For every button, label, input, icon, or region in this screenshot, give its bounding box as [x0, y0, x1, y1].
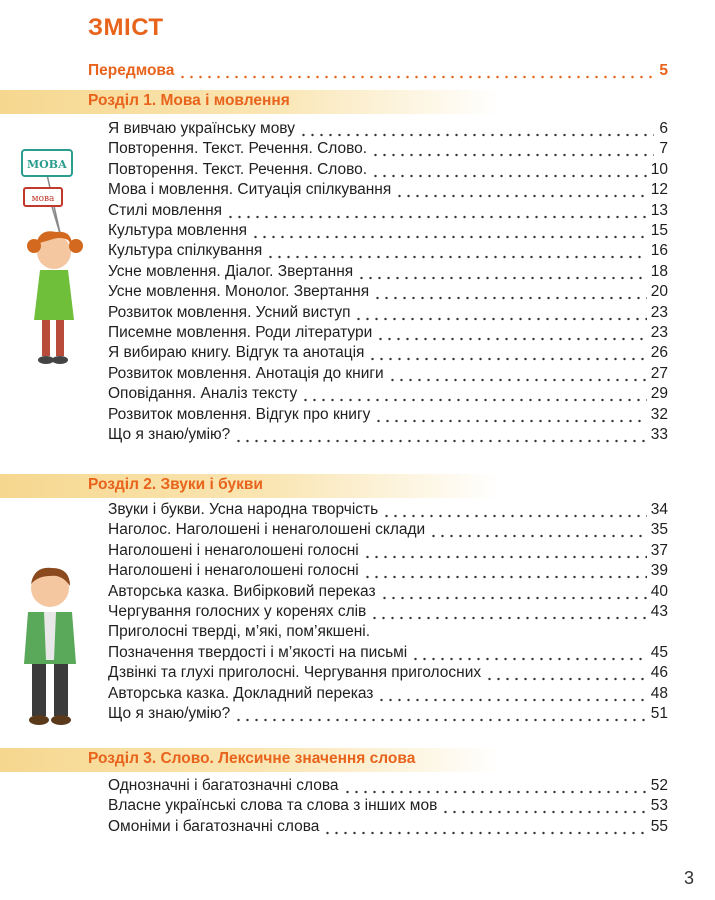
toc-entry [108, 500, 668, 520]
section-heading: Розділ 1. Мова і мовлення [88, 92, 290, 109]
toc-entry-title: Дзвінкі та глухі приголосні. Чергування приголосних [108, 664, 482, 681]
toc-entry [108, 282, 668, 302]
toc-entry-page: 55 [650, 818, 668, 835]
toc-entry-title: Оповідання. Аналіз тексту [108, 385, 298, 402]
toc-entry-title: Що я знаю/умію? [108, 426, 231, 443]
toc-entry-title: Власне українські слова та слова з інших мов [108, 797, 438, 814]
toc-entry-title: Розвиток мовлення. Усний виступ [108, 304, 351, 321]
toc-entry [108, 221, 668, 241]
toc-entry-title: Наголошені і ненаголошені голосні [108, 542, 359, 559]
toc-entry [108, 262, 668, 282]
dot-leader [251, 221, 647, 241]
toc-entry [108, 796, 668, 816]
toc-entry-title: Звуки і букви. Усна народна творчість [108, 501, 379, 518]
toc-entry [108, 582, 668, 602]
toc-entry [108, 541, 668, 561]
toc-entry-page: 7 [659, 140, 668, 157]
dot-leader [266, 241, 646, 261]
toc-entry-title: Що я знаю/умію? [108, 705, 231, 722]
toc-entry-title: Стилі мовлення [108, 202, 223, 219]
toc-entry [108, 160, 668, 180]
toc-entry-page: 39 [650, 562, 668, 579]
dot-leader [371, 160, 647, 180]
small-sign-text: мова [31, 194, 55, 204]
toc-entry-page: 6 [659, 120, 668, 137]
dot-leader [374, 405, 646, 425]
toc-entry-page: 15 [650, 222, 668, 239]
toc-entry-title: Наголос. Наголошені і ненаголошені склади [108, 521, 426, 538]
dot-leader [368, 343, 646, 363]
toc-entry-page: 40 [650, 583, 668, 600]
toc-entry-title: Я вивчаю українську мову [108, 120, 295, 137]
toc-entry-page: 53 [650, 797, 668, 814]
toc-entry-title: Повторення. Текст. Речення. Слово. [108, 161, 368, 178]
toc-entry-page: 16 [650, 242, 668, 259]
toc-entry [108, 139, 668, 159]
dot-leader [380, 582, 647, 602]
dot-leader [441, 796, 646, 816]
toc-entry [108, 684, 668, 704]
toc-entry-title: Розвиток мовлення. Відгук про книгу [108, 406, 371, 423]
dot-leader [382, 500, 647, 520]
toc-entry [108, 241, 668, 261]
toc-entry-title: Усне мовлення. Монолог. Звертання [108, 283, 370, 300]
toc-entry-page: 26 [650, 344, 668, 361]
toc-entry [108, 817, 668, 837]
dot-leader [301, 384, 647, 404]
toc-entry-title: Чергування голосних у коренях слів [108, 603, 367, 620]
section-heading-band [0, 474, 500, 498]
toc-entry [108, 602, 668, 622]
toc-entry-page: 5 [659, 62, 668, 79]
toc-entry [108, 425, 668, 445]
toc-entry-title: Омоніми і багатозначні слова [108, 818, 320, 835]
toc-entry [108, 561, 668, 581]
big-sign-text: МОВА [26, 158, 68, 171]
toc-entry-title: Наголошені і ненаголошені голосні [108, 562, 359, 579]
toc-entry [108, 704, 668, 724]
dot-leader [323, 817, 646, 837]
toc-entry-page: 34 [650, 501, 668, 518]
dot-leader [376, 323, 646, 343]
girl-with-signs-illustration [10, 140, 90, 370]
page-title: ЗМІСТ [88, 14, 164, 41]
toc-entry-page: 20 [650, 283, 668, 300]
dot-leader [178, 61, 654, 81]
toc-entry-title: Авторська казка. Вибірковий переказ [108, 583, 376, 600]
toc-entry-title: Авторська казка. Докладний переказ [108, 685, 374, 702]
dot-leader [377, 684, 646, 704]
dot-leader [363, 541, 647, 561]
toc-entry-title: Розвиток мовлення. Анотація до книги [108, 365, 384, 382]
toc-entry [108, 343, 668, 363]
section-heading-band [0, 748, 500, 772]
toc-entry-page: 52 [650, 777, 668, 794]
dot-leader [357, 262, 647, 282]
page-number: 3 [684, 868, 695, 888]
dot-leader [343, 776, 647, 796]
toc-entry [108, 384, 668, 404]
toc-entry-title: Повторення. Текст. Речення. Слово. [108, 140, 368, 157]
dot-leader [395, 180, 646, 200]
toc-entry-page: 23 [650, 324, 668, 341]
dot-leader [226, 201, 647, 221]
toc-entry-page: 29 [650, 385, 668, 402]
toc-entry [108, 201, 668, 221]
dot-leader [429, 520, 647, 540]
section-heading: Розділ 2. Звуки і букви [88, 476, 263, 493]
dot-leader [234, 704, 646, 724]
toc-entry-title: Культура мовлення [108, 222, 248, 239]
toc-entry-page: 27 [650, 365, 668, 382]
toc-entry-title: Культура спілкування [108, 242, 263, 259]
toc-entry [108, 520, 668, 540]
toc-entry-page: 43 [650, 603, 668, 620]
toc-entry-title: Передмова [88, 62, 175, 79]
toc-entry-page: 32 [650, 406, 668, 423]
toc-entry [108, 303, 668, 323]
toc-entry-page: 48 [650, 685, 668, 702]
toc-entry-page: 23 [650, 304, 668, 321]
section-heading: Розділ 3. Слово. Лексичне значення слова [88, 750, 416, 767]
toc-entry-page: 18 [650, 263, 668, 280]
toc-entry [108, 405, 668, 425]
toc-entry [108, 323, 668, 343]
toc-entry-page: 12 [650, 181, 668, 198]
dot-leader [373, 282, 647, 302]
toc-entry-title: Приголосні тверді, м’які, пом’якшені. [108, 623, 371, 640]
toc-entry-title: Я вибираю книгу. Відгук та анотація [108, 344, 365, 361]
dot-leader [388, 364, 647, 384]
boy-illustration [14, 560, 86, 730]
toc-entry-title: Писемне мовлення. Роди літератури [108, 324, 373, 341]
toc-entry [108, 364, 668, 384]
toc-entry-page: 35 [650, 521, 668, 538]
toc-entry-page: 46 [650, 664, 668, 681]
toc-entry [108, 180, 668, 200]
toc-entry [108, 663, 668, 683]
dot-leader [354, 303, 646, 323]
toc-entry-page: 13 [650, 202, 668, 219]
toc-entry-page: 51 [650, 705, 668, 722]
toc-entry-title: Позначення твердості і м’якості на письмі [108, 644, 408, 661]
toc-entry-title: Однозначні і багатозначні слова [108, 777, 339, 794]
dot-leader [485, 663, 647, 683]
toc-entry [108, 119, 668, 139]
dot-leader [363, 561, 647, 581]
dot-leader [299, 119, 654, 139]
dot-leader [411, 643, 647, 663]
toc-entry-page: 37 [650, 542, 668, 559]
toc-entry-page: 45 [650, 644, 668, 661]
dot-leader [234, 425, 646, 445]
toc-entry [108, 776, 668, 796]
toc-entry-title: Мова і мовлення. Ситуація спілкування [108, 181, 392, 198]
dot-leader [371, 139, 654, 159]
toc-entry-title: Усне мовлення. Діалог. Звертання [108, 263, 354, 280]
toc-entry [108, 622, 668, 642]
toc-entry-page: 10 [650, 161, 668, 178]
toc-entry [108, 643, 668, 663]
section-heading-band [0, 90, 500, 114]
dot-leader [370, 602, 646, 622]
toc-entry-page: 33 [650, 426, 668, 443]
toc-preface [88, 61, 668, 81]
